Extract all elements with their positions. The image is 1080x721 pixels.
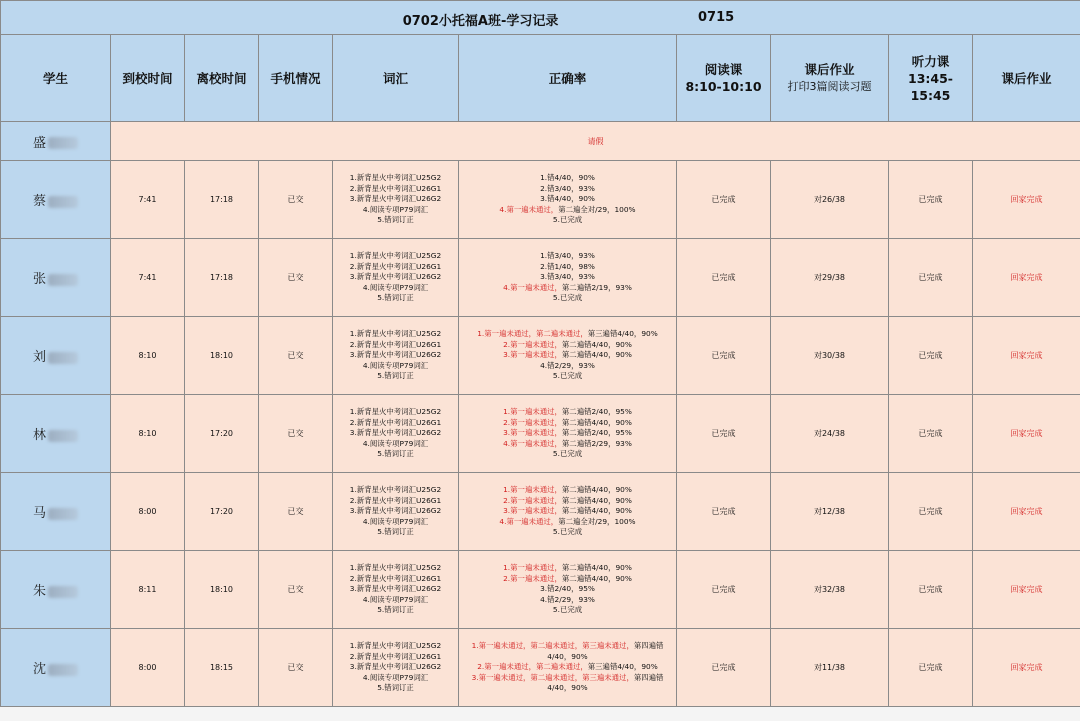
vocab-list — [333, 173, 458, 225]
vocab-list — [333, 329, 458, 381]
accuracy-cell — [459, 629, 677, 707]
student-name-cell — [1, 629, 111, 707]
accuracy-failed-part: 3.第一遍未通过， — [503, 350, 562, 360]
phone-status-cell: 已交 — [259, 395, 333, 473]
accuracy-failed-part: 3.第一遍未通过， — [503, 428, 562, 438]
student-name: 张 — [32, 272, 46, 287]
vocab-item: 3.新背星火中考词汇U26G2 — [349, 272, 442, 282]
arrive-time-cell: 8:10 — [111, 395, 185, 473]
accuracy-result-part: 第二遍错2/29，93% — [561, 438, 632, 448]
homework-2-status: 回家完成 — [1010, 585, 1043, 594]
accuracy-cell — [459, 473, 677, 551]
accuracy-failed-part: 3.第一遍未通过， — [503, 506, 562, 516]
accuracy-item — [459, 574, 676, 584]
listening-class-cell: 已完成 — [889, 239, 973, 317]
sheet-title: 0702小托福A班-学习记录 — [402, 14, 559, 29]
student-name: 沈 — [32, 662, 46, 677]
accuracy-item — [459, 340, 676, 350]
accuracy-item — [459, 496, 676, 506]
vocab-cell — [333, 317, 459, 395]
accuracy-result-part: 第二遍错2/40，95% — [561, 407, 632, 417]
vocab-list — [333, 485, 458, 537]
accuracy-result-part: 第二遍错4/40，90% — [561, 339, 632, 349]
accuracy-list — [459, 173, 676, 225]
accuracy-item — [459, 329, 676, 339]
leave-time-cell: 17:20 — [185, 473, 259, 551]
accuracy-item — [459, 407, 676, 417]
title-row — [1, 1, 1080, 35]
vocab-item: 1.新背星火中考词汇U25G2 — [349, 173, 442, 183]
vocab-item: 2.新背星火中考词汇U26G1 — [349, 495, 442, 505]
student-row — [1, 395, 1080, 473]
reading-class-cell: 已完成 — [677, 395, 771, 473]
header-arrive-time: 到校时间 — [111, 35, 185, 122]
reading-class-cell: 已完成 — [677, 629, 771, 707]
student-name-cell — [1, 161, 111, 239]
reading-class-cell: 已完成 — [677, 473, 771, 551]
accuracy-failed-part: 4.第一遍未通过， — [503, 438, 562, 448]
vocab-item: 3.新背星火中考词汇U26G2 — [349, 662, 442, 672]
accuracy-result-part: 第四遍错 — [633, 641, 664, 651]
listening-class-time: 13:45-15:45 — [908, 70, 953, 103]
vocab-item: 5.错词订正 — [377, 215, 414, 225]
vocab-cell — [333, 161, 459, 239]
accuracy-result-part: 第三遍错4/40，90% — [587, 329, 658, 339]
header-homework-2: 课后作业 — [973, 35, 1080, 122]
vocab-item: 3.新背星火中考词汇U26G2 — [349, 584, 442, 594]
student-name: 刘 — [32, 350, 46, 365]
accuracy-failed-part: 3.第一遍未通过，第二遍未通过，第三遍未通过， — [471, 672, 634, 682]
accuracy-failed-part: 2.第一遍未通过，第二遍未通过， — [477, 662, 588, 672]
accuracy-cell — [459, 395, 677, 473]
accuracy-item: 5.已完成 — [552, 371, 583, 381]
listening-class-cell: 已完成 — [889, 473, 973, 551]
homework-1-cell: 对24/38 — [771, 395, 889, 473]
vocab-item: 2.新背星火中考词汇U26G1 — [349, 339, 442, 349]
accuracy-item — [459, 418, 676, 428]
accuracy-item: 5.已完成 — [552, 449, 583, 459]
blurred-name-mask — [48, 196, 78, 208]
homework-2-cell — [973, 551, 1080, 629]
accuracy-result-part: 第二遍错4/40，90% — [561, 485, 632, 495]
accuracy-result-part: 第二遍错4/40，90% — [561, 417, 632, 427]
blurred-name-mask — [48, 664, 78, 676]
student-name-cell — [1, 473, 111, 551]
accuracy-result-part: 第二遍错4/40，90% — [561, 495, 632, 505]
accuracy-failed-part: 1.第一遍未通过， — [503, 563, 562, 573]
phone-status-cell: 已交 — [259, 161, 333, 239]
student-name: 盛 — [32, 135, 46, 151]
student-name-cell — [1, 317, 111, 395]
student-name: 蔡 — [32, 194, 46, 209]
accuracy-failed-part: 1.第一遍未通过，第二遍未通过， — [477, 329, 588, 339]
vocab-list — [333, 641, 458, 693]
homework-1-cell: 对30/38 — [771, 317, 889, 395]
reading-class-cell: 已完成 — [677, 317, 771, 395]
accuracy-item: 2.错1/40，98% — [540, 261, 595, 271]
homework-1-sub: 打印3篇阅读习题 — [787, 80, 872, 93]
accuracy-list — [459, 251, 676, 303]
homework-2-cell — [973, 473, 1080, 551]
vocab-item: 1.新背星火中考词汇U25G2 — [349, 407, 442, 417]
leave-time-cell: 17:18 — [185, 161, 259, 239]
accuracy-item: 1.错3/40，93% — [540, 251, 595, 261]
homework-2-cell — [973, 317, 1080, 395]
accuracy-result-part: 第二遍全对/29，100% — [558, 516, 636, 526]
vocab-cell — [333, 239, 459, 317]
student-row-on-leave — [1, 122, 1080, 161]
student-row — [1, 317, 1080, 395]
title-cell — [1, 1, 1080, 35]
accuracy-item: 2.错3/40，93% — [540, 183, 595, 193]
accuracy-cell — [459, 161, 677, 239]
homework-2-status: 回家完成 — [1010, 195, 1043, 204]
arrive-time-cell: 8:00 — [111, 473, 185, 551]
vocab-item: 5.错词订正 — [377, 605, 414, 615]
arrive-time-cell: 7:41 — [111, 239, 185, 317]
accuracy-item: 4/40，90% — [547, 683, 588, 693]
arrive-time-cell: 7:41 — [111, 161, 185, 239]
vocab-item: 1.新背星火中考词汇U25G2 — [349, 563, 442, 573]
blurred-name-mask — [48, 430, 78, 442]
vocab-cell — [333, 473, 459, 551]
accuracy-item: 5.已完成 — [552, 293, 583, 303]
homework-2-status: 回家完成 — [1010, 429, 1043, 438]
accuracy-item: 4/40，90% — [547, 651, 588, 661]
vocab-item: 4.阅读专项P79词汇 — [362, 282, 429, 292]
accuracy-item: 1.错4/40，90% — [540, 173, 595, 183]
homework-2-status: 回家完成 — [1010, 507, 1043, 516]
accuracy-item — [459, 350, 676, 360]
student-name-cell — [1, 551, 111, 629]
vocab-item: 3.新背星火中考词汇U26G2 — [349, 350, 442, 360]
leave-status: 请假 — [587, 136, 604, 146]
vocab-item: 5.错词订正 — [377, 449, 414, 459]
header-accuracy: 正确率 — [459, 35, 677, 122]
student-name: 朱 — [32, 584, 46, 599]
header-phone-status: 手机情况 — [259, 35, 333, 122]
accuracy-failed-part: 1.第一遍未通过，第二遍未通过，第三遍未通过， — [471, 641, 634, 651]
accuracy-list — [459, 407, 676, 459]
header-leave-time: 离校时间 — [185, 35, 259, 122]
accuracy-failed-part: 4.第一遍未通过， — [499, 516, 559, 526]
accuracy-result-part: 第二遍错2/40，95% — [561, 428, 632, 438]
accuracy-list — [459, 329, 676, 381]
vocab-item: 5.错词订正 — [377, 683, 414, 693]
student-row — [1, 629, 1080, 707]
leave-time-cell: 18:10 — [185, 551, 259, 629]
student-name: 马 — [32, 506, 46, 521]
accuracy-failed-part: 2.第一遍未通过， — [503, 573, 562, 583]
vocab-item: 3.新背星火中考词汇U26G2 — [349, 428, 442, 438]
listening-class-cell: 已完成 — [889, 317, 973, 395]
blurred-name-mask — [48, 508, 78, 520]
homework-2-cell — [973, 161, 1080, 239]
accuracy-item: 4.错2/29，93% — [540, 594, 595, 604]
accuracy-result-part: 第二遍错2/19，93% — [561, 282, 632, 292]
vocab-cell — [333, 551, 459, 629]
accuracy-item: 5.已完成 — [552, 215, 583, 225]
vocab-item: 2.新背星火中考词汇U26G1 — [349, 573, 442, 583]
homework-1-cell: 对26/38 — [771, 161, 889, 239]
student-row — [1, 551, 1080, 629]
accuracy-item: 5.已完成 — [552, 527, 583, 537]
accuracy-item — [459, 673, 676, 683]
accuracy-item: 4.错2/29，93% — [540, 360, 595, 370]
student-row — [1, 239, 1080, 317]
accuracy-cell — [459, 551, 677, 629]
vocab-item: 2.新背星火中考词汇U26G1 — [349, 417, 442, 427]
vocab-cell — [333, 629, 459, 707]
leave-time-cell: 17:18 — [185, 239, 259, 317]
header-student: 学生 — [1, 35, 111, 122]
listening-class-cell: 已完成 — [889, 551, 973, 629]
reading-class-time: 8:10-10:10 — [685, 79, 762, 94]
phone-status-cell: 已交 — [259, 239, 333, 317]
accuracy-item — [459, 506, 676, 516]
accuracy-failed-part: 4.第一遍未通过， — [499, 204, 559, 214]
accuracy-result-part: 第二遍错4/40，90% — [561, 563, 632, 573]
vocab-item: 4.阅读专项P79词汇 — [362, 204, 429, 214]
vocab-item: 4.阅读专项P79词汇 — [362, 360, 429, 370]
accuracy-result-part: 第三遍错4/40，90% — [587, 662, 658, 672]
vocab-item: 1.新背星火中考词汇U25G2 — [349, 485, 442, 495]
vocab-cell — [333, 395, 459, 473]
listening-class-cell: 已完成 — [889, 161, 973, 239]
accuracy-item — [459, 517, 676, 527]
homework-1-cell: 对12/38 — [771, 473, 889, 551]
header-row — [1, 35, 1080, 122]
accuracy-result-part: 第二遍错4/40，90% — [561, 350, 632, 360]
listening-class-cell: 已完成 — [889, 395, 973, 473]
homework-1-cell: 对32/38 — [771, 551, 889, 629]
arrive-time-cell: 8:00 — [111, 629, 185, 707]
accuracy-result-part: 第四遍错 — [633, 672, 664, 682]
homework-1-label: 课后作业 — [804, 62, 855, 77]
phone-status-cell: 已交 — [259, 551, 333, 629]
vocab-item: 2.新背星火中考词汇U26G1 — [349, 183, 442, 193]
accuracy-item — [459, 205, 676, 215]
homework-2-cell — [973, 239, 1080, 317]
accuracy-failed-part: 2.第一遍未通过， — [503, 339, 562, 349]
vocab-item: 3.新背星火中考词汇U26G2 — [349, 194, 442, 204]
vocab-item: 4.阅读专项P79词汇 — [362, 594, 429, 604]
accuracy-item — [459, 662, 676, 672]
vocab-item: 2.新背星火中考词汇U26G1 — [349, 261, 442, 271]
leave-time-cell: 18:15 — [185, 629, 259, 707]
leave-time-cell: 18:10 — [185, 317, 259, 395]
accuracy-cell — [459, 239, 677, 317]
reading-class-cell: 已完成 — [677, 551, 771, 629]
accuracy-result-part: 第二遍错4/40，90% — [561, 506, 632, 516]
accuracy-list — [459, 563, 676, 615]
arrive-time-cell: 8:10 — [111, 317, 185, 395]
student-name-cell — [1, 395, 111, 473]
leave-status-cell — [111, 122, 1080, 161]
student-row — [1, 473, 1080, 551]
vocab-item: 3.新背星火中考词汇U26G2 — [349, 506, 442, 516]
vocab-item: 5.错词订正 — [377, 371, 414, 381]
homework-2-cell — [973, 629, 1080, 707]
accuracy-item: 3.错3/40，93% — [540, 272, 595, 282]
student-row — [1, 161, 1080, 239]
listening-class-cell: 已完成 — [889, 629, 973, 707]
header-vocab: 词汇 — [333, 35, 459, 122]
student-name: 林 — [32, 428, 46, 443]
accuracy-list — [459, 641, 676, 693]
homework-2-cell — [973, 395, 1080, 473]
phone-status-cell: 已交 — [259, 473, 333, 551]
vocab-item: 1.新背星火中考词汇U25G2 — [349, 329, 442, 339]
accuracy-result-part: 第二遍全对/29，100% — [558, 204, 636, 214]
vocab-list — [333, 407, 458, 459]
vocab-item: 4.阅读专项P79词汇 — [362, 516, 429, 526]
homework-2-status: 回家完成 — [1010, 663, 1043, 672]
student-name-cell — [1, 122, 111, 161]
accuracy-failed-part: 2.第一遍未通过， — [503, 417, 562, 427]
homework-1-cell: 对29/38 — [771, 239, 889, 317]
header-reading-class — [677, 35, 771, 122]
vocab-list — [333, 563, 458, 615]
accuracy-item — [459, 485, 676, 495]
accuracy-item: 5.已完成 — [552, 605, 583, 615]
header-listening-class — [889, 35, 973, 122]
accuracy-result-part: 第二遍错4/40，90% — [561, 573, 632, 583]
vocab-item: 4.阅读专项P79词汇 — [362, 672, 429, 682]
accuracy-item — [459, 428, 676, 438]
reading-class-cell: 已完成 — [677, 161, 771, 239]
phone-status-cell: 已交 — [259, 317, 333, 395]
accuracy-item: 3.错4/40，90% — [540, 194, 595, 204]
accuracy-item — [459, 641, 676, 651]
vocab-item: 1.新背星火中考词汇U25G2 — [349, 251, 442, 261]
accuracy-failed-part: 1.第一遍未通过， — [503, 407, 562, 417]
homework-2-status: 回家完成 — [1010, 351, 1043, 360]
blurred-name-mask — [48, 586, 78, 598]
accuracy-failed-part: 2.第一遍未通过， — [503, 495, 562, 505]
blurred-name-mask — [48, 137, 78, 149]
homework-2-status: 回家完成 — [1010, 273, 1043, 282]
reading-class-cell: 已完成 — [677, 239, 771, 317]
sheet-date: 0715 — [698, 10, 735, 25]
arrive-time-cell: 8:11 — [111, 551, 185, 629]
accuracy-failed-part: 1.第一遍未通过， — [503, 485, 562, 495]
leave-time-cell: 17:20 — [185, 395, 259, 473]
phone-status-cell: 已交 — [259, 629, 333, 707]
accuracy-cell — [459, 317, 677, 395]
blurred-name-mask — [48, 274, 78, 286]
accuracy-item — [459, 563, 676, 573]
blurred-name-mask — [48, 352, 78, 364]
vocab-item: 4.阅读专项P79词汇 — [362, 438, 429, 448]
reading-class-label: 阅读课 — [704, 62, 743, 77]
vocab-item: 5.错词订正 — [377, 527, 414, 537]
vocab-item: 5.错词订正 — [377, 293, 414, 303]
accuracy-item — [459, 439, 676, 449]
header-homework-1 — [771, 35, 889, 122]
accuracy-list — [459, 485, 676, 537]
student-name-cell — [1, 239, 111, 317]
accuracy-failed-part: 4.第一遍未通过， — [503, 282, 562, 292]
accuracy-item — [459, 283, 676, 293]
vocab-item: 1.新背星火中考词汇U25G2 — [349, 641, 442, 651]
vocab-item: 2.新背星火中考词汇U26G1 — [349, 651, 442, 661]
listening-class-label: 听力课 — [911, 53, 950, 69]
accuracy-item: 3.错2/40，95% — [540, 584, 595, 594]
vocab-list — [333, 251, 458, 303]
homework-1-cell: 对11/38 — [771, 629, 889, 707]
